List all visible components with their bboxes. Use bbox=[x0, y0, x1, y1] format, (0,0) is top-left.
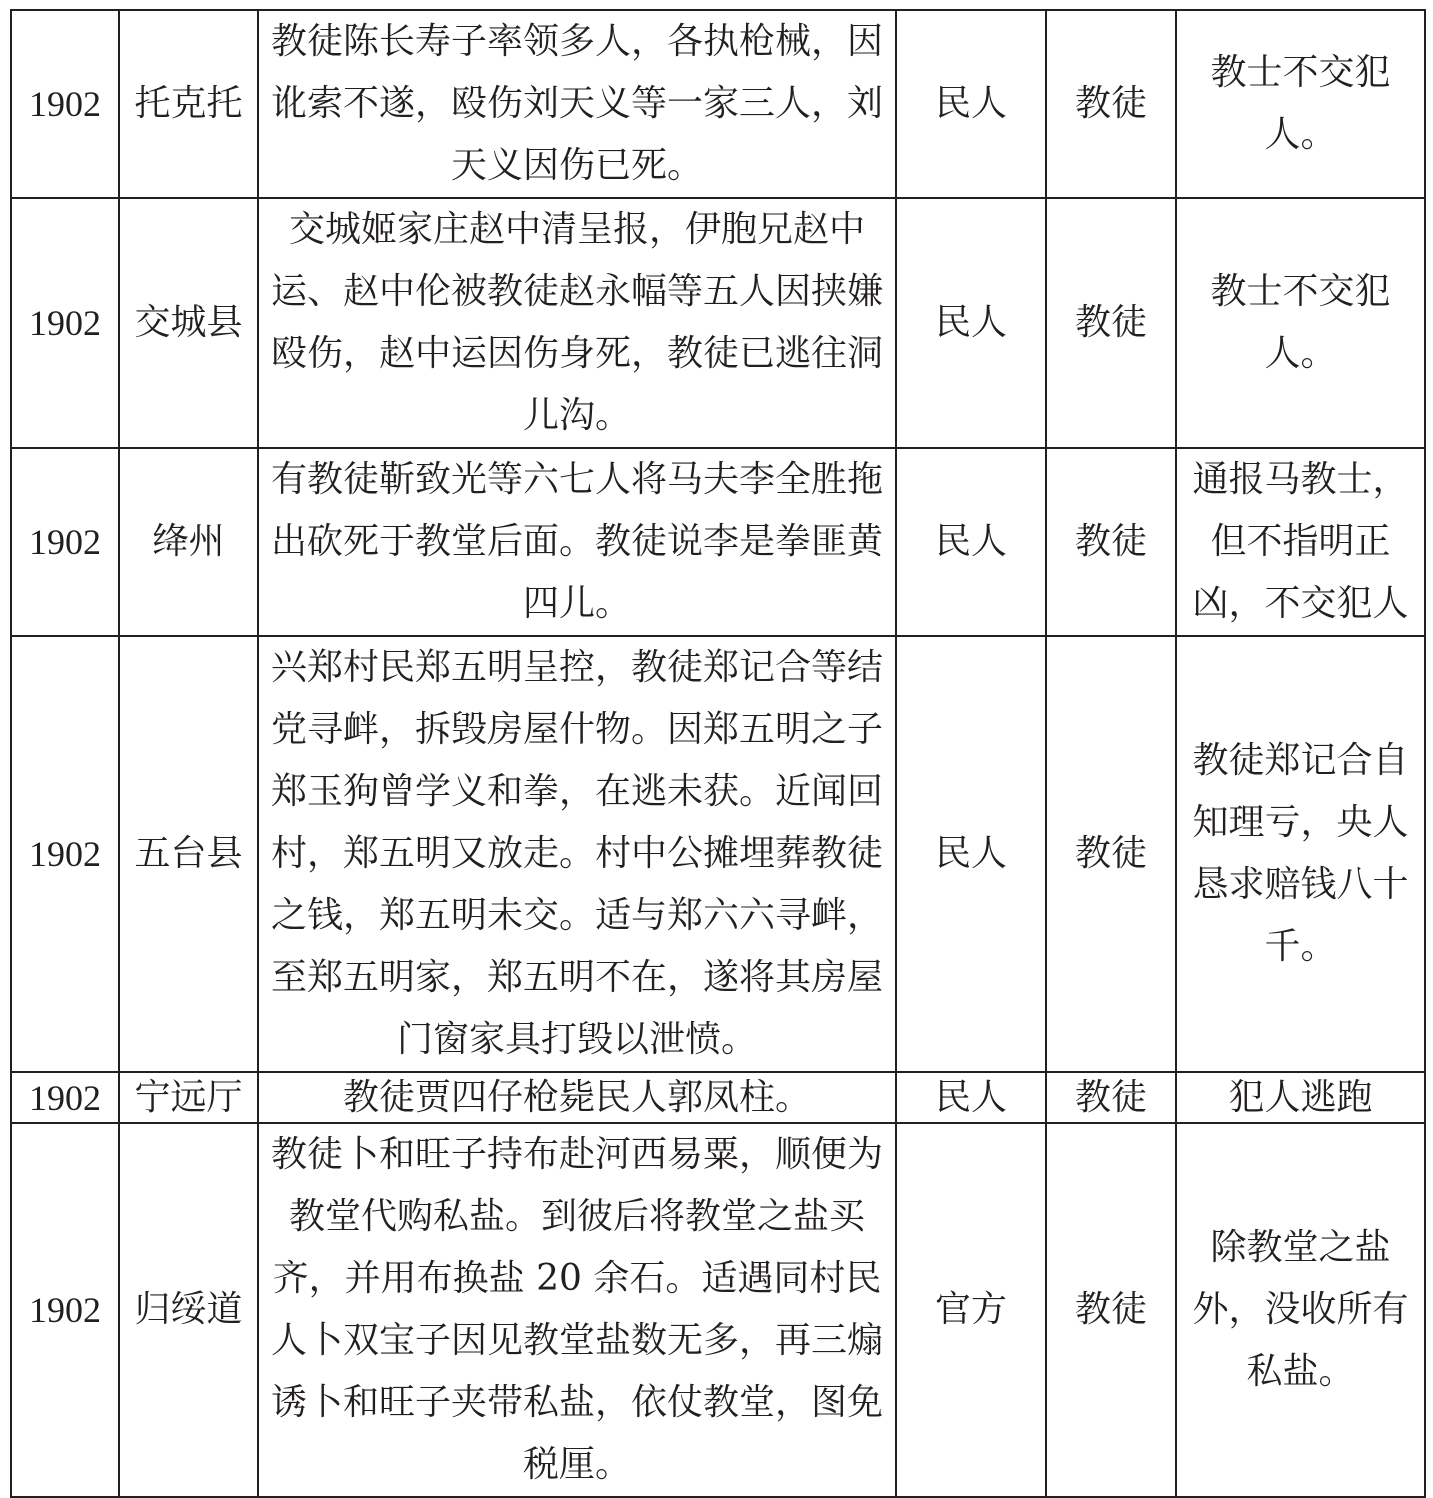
victim-cell: 民人 bbox=[896, 636, 1046, 1072]
table-row bbox=[11, 448, 1425, 636]
place-cell: 宁远厅 bbox=[119, 1072, 258, 1123]
year-cell: 1902 bbox=[11, 198, 119, 448]
year-cell: 1902 bbox=[11, 1123, 119, 1497]
table-row bbox=[11, 636, 1425, 1072]
offender-cell: 教徒 bbox=[1046, 10, 1176, 198]
description-cell: 兴郑村民郑五明呈控，教徒郑记合等结党寻衅，拆毁房屋什物。因郑五明之子郑玉狗曾学义和拳，在逃未获。近闻回村，郑五明又放走。村中公摊埋葬教徒之钱，郑五明未交。适与郑六六寻衅，至郑五明家，郑五明不在，遂将其房屋门窗家具打毁以泄愤。 bbox=[258, 636, 896, 1072]
victim-cell: 官方 bbox=[896, 1123, 1046, 1497]
description-cell: 教徒卜和旺子持布赴河西易粟，顺便为教堂代购私盐。到彼后将教堂之盐买齐，并用布换盐 20 余石。适遇同村民人卜双宝子因见教堂盐数无多，再三煽诱卜和旺子夹带私盐，依仗教堂，图免税厘。 bbox=[258, 1123, 896, 1497]
description-cell: 交城姬家庄赵中清呈报，伊胞兄赵中运、赵中伦被教徒赵永幅等五人因挟嫌殴伤，赵中运因伤身死，教徒已逃往洞儿沟。 bbox=[258, 198, 896, 448]
offender-cell: 教徒 bbox=[1046, 636, 1176, 1072]
place-cell: 归绥道 bbox=[119, 1123, 258, 1497]
result-cell: 犯人逃跑 bbox=[1176, 1072, 1425, 1123]
victim-cell: 民人 bbox=[896, 10, 1046, 198]
result-cell: 通报马教士，但不指明正凶，不交犯人 bbox=[1176, 448, 1425, 636]
offender-cell: 教徒 bbox=[1046, 198, 1176, 448]
place-cell: 五台县 bbox=[119, 636, 258, 1072]
description-cell: 教徒贾四仔枪毙民人郭凤柱。 bbox=[258, 1072, 896, 1123]
description-cell: 有教徒靳致光等六七人将马夫李全胜拖出砍死于教堂后面。教徒说李是拳匪黄四儿。 bbox=[258, 448, 896, 636]
case-table bbox=[10, 9, 1426, 1498]
victim-cell: 民人 bbox=[896, 198, 1046, 448]
year-cell: 1902 bbox=[11, 10, 119, 198]
year-cell: 1902 bbox=[11, 1072, 119, 1123]
year-cell: 1902 bbox=[11, 636, 119, 1072]
year-cell: 1902 bbox=[11, 448, 119, 636]
offender-cell: 教徒 bbox=[1046, 1072, 1176, 1123]
place-cell: 交城县 bbox=[119, 198, 258, 448]
table-row bbox=[11, 1072, 1425, 1123]
offender-cell: 教徒 bbox=[1046, 448, 1176, 636]
place-cell: 绛州 bbox=[119, 448, 258, 636]
victim-cell: 民人 bbox=[896, 1072, 1046, 1123]
place-cell: 托克托 bbox=[119, 10, 258, 198]
table-row bbox=[11, 10, 1425, 198]
table-row bbox=[11, 198, 1425, 448]
result-cell: 除教堂之盐外，没收所有私盐。 bbox=[1176, 1123, 1425, 1497]
result-cell: 教士不交犯人。 bbox=[1176, 198, 1425, 448]
result-cell: 教徒郑记合自知理亏，央人恳求赔钱八十千。 bbox=[1176, 636, 1425, 1072]
result-cell: 教士不交犯人。 bbox=[1176, 10, 1425, 198]
table-row bbox=[11, 1123, 1425, 1497]
description-cell: 教徒陈长寿子率领多人，各执枪械，因讹索不遂，殴伤刘天义等一家三人，刘天义因伤已死。 bbox=[258, 10, 896, 198]
offender-cell: 教徒 bbox=[1046, 1123, 1176, 1497]
victim-cell: 民人 bbox=[896, 448, 1046, 636]
